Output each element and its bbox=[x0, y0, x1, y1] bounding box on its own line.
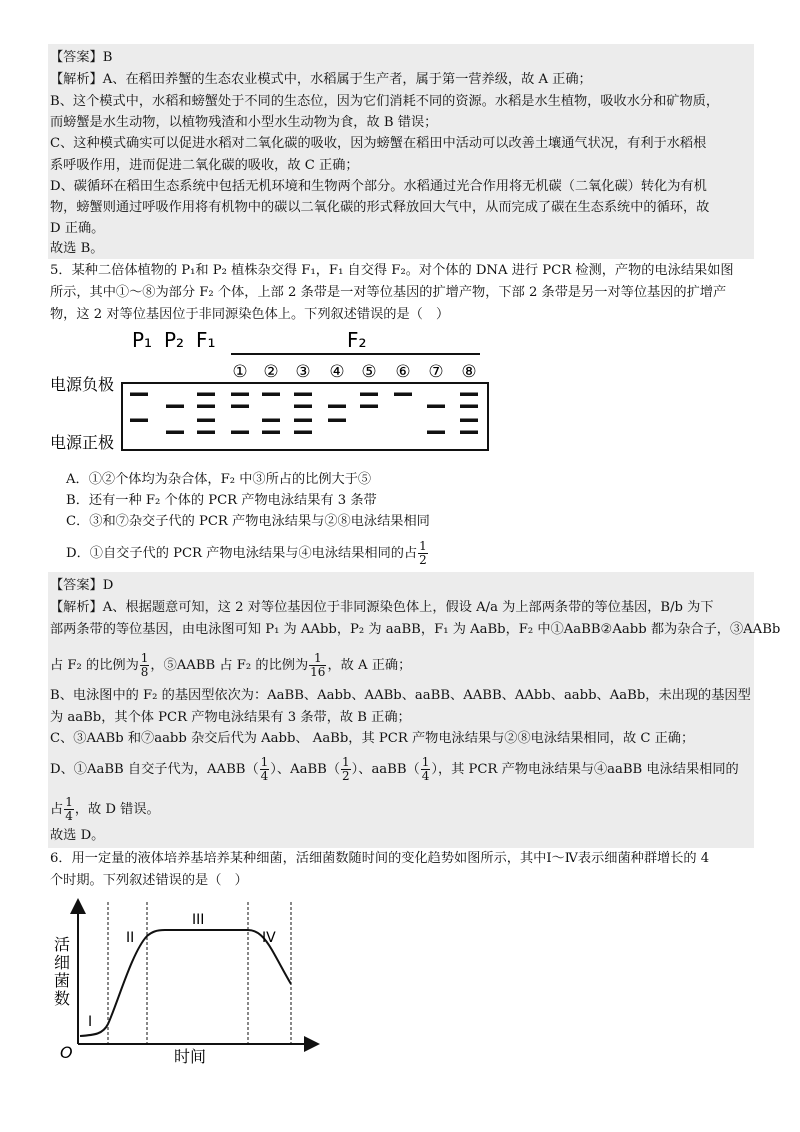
y-label-char: 活 bbox=[54, 935, 71, 954]
fraction: $\frac{1}{4}$ bbox=[65, 795, 73, 823]
f2-lane-number: ④ bbox=[329, 362, 345, 382]
explanation-line: 而螃蟹是水生动物，以植物残渣和小型水生动物为食，故 B 错误； bbox=[50, 115, 438, 130]
explanation-line: 系呼吸作用，进而促进二氧化碳的吸收，故 C 正确； bbox=[50, 158, 359, 173]
option-d: D．①自交子代的 PCR 产物电泳结果与④电泳结果相同的占 $\frac{1}{2}$ bbox=[66, 539, 427, 567]
option-b: B．还有一种 F₂ 个体的 PCR 产物电泳结果有 3 条带 bbox=[66, 493, 377, 508]
gel-band bbox=[231, 405, 249, 409]
gel-band bbox=[294, 419, 312, 423]
f2-lane-number: ① bbox=[232, 362, 248, 382]
question-5-stem: 5．某种二倍体植物的 P₁和 P₂ 植株杂交得 F₁，F₁ 自交得 F₂。对个体的 DNA 进行 PCR 检测，产物的电泳结果如图 bbox=[50, 263, 734, 278]
gel-band bbox=[231, 393, 249, 397]
gel-band bbox=[294, 405, 312, 409]
fraction: $\frac{1}{16}$ bbox=[310, 651, 326, 679]
electrophoresis-figure bbox=[0, 328, 800, 468]
lane-numbers bbox=[232, 362, 476, 382]
gel-band bbox=[360, 393, 378, 397]
gel-band bbox=[262, 431, 280, 435]
gel-band bbox=[294, 393, 312, 397]
explanation-line: 部两条带的等位基因，由电泳图可知 P₁ 为 AAbb，P₂ 为 aaBB，F₁ 为 AaBb，F₂ 中①AaBB②Aabb 都为杂合子，③AABb bbox=[50, 622, 781, 637]
explanation-line: C、这种模式确实可以促进水稻对二氧化碳的吸收，因为螃蟹在稻田中活动可以改善土壤通气状况，有利于水稻根 bbox=[50, 136, 707, 151]
lane-label: P₂ bbox=[164, 328, 185, 352]
gel-band bbox=[197, 405, 215, 409]
answer-line-2: 【答案】D bbox=[50, 578, 114, 593]
f2-lane-number: ⑧ bbox=[461, 362, 477, 382]
gel-band bbox=[460, 431, 478, 435]
question-6-stem: 个时期。下列叙述错误的是（ ） bbox=[50, 873, 248, 888]
gel-band bbox=[460, 419, 478, 423]
gel-band bbox=[427, 431, 445, 435]
fraction: $\frac{1}{8}$ bbox=[140, 651, 149, 679]
f2-lane-number: ⑦ bbox=[428, 362, 444, 382]
explanation-line: 为 aaBb，其个体 PCR 产物电泳结果有 3 条带，故 B 正确； bbox=[50, 710, 411, 725]
gel-band bbox=[427, 405, 445, 409]
explanation-line: 【解析】A、在稻田养蟹的生态农业模式中，水稻属于生产者，属于第一营养级，故 A 正确； bbox=[50, 72, 592, 87]
f2-label: F₂ bbox=[347, 328, 367, 352]
option-c: C．③和⑦杂交子代的 PCR 产物电泳结果与②⑧电泳结果相同 bbox=[66, 514, 430, 529]
growth-curve bbox=[80, 930, 291, 1036]
y-label-char: 数 bbox=[54, 989, 71, 1008]
lane-label: F₁ bbox=[196, 328, 216, 352]
explanation-line: 物，螃蟹则通过呼吸作用将有机物中的碳以二氧化碳的形式释放回大气中，从而完成了碳在生态系统中的循环，故 bbox=[50, 200, 710, 215]
fraction: $\frac{1}{4}$ bbox=[421, 755, 430, 783]
phase-label: III bbox=[192, 912, 205, 928]
answer-line-1: 【答案】B bbox=[50, 50, 113, 65]
y-label-char: 菌 bbox=[54, 971, 71, 990]
gel-band bbox=[328, 419, 346, 423]
positive-electrode-label: 电源正极 bbox=[50, 433, 115, 452]
gel-band bbox=[197, 419, 215, 423]
answer-choice-1: 故选 B。 bbox=[50, 241, 104, 256]
growth-curve-figure bbox=[0, 892, 800, 1072]
lane-label: P₁ bbox=[132, 328, 153, 352]
gel-band bbox=[166, 431, 184, 435]
answer-choice-2: 故选 D。 bbox=[50, 828, 105, 843]
x-axis-label: 时间 bbox=[174, 1047, 207, 1066]
fraction: $\frac{1}{4}$ bbox=[260, 755, 269, 783]
gel-band bbox=[231, 431, 249, 435]
f2-lane-number: ② bbox=[263, 362, 279, 382]
f2-lane-number: ⑥ bbox=[395, 362, 411, 382]
gel-band bbox=[130, 393, 148, 397]
gel-band bbox=[262, 419, 280, 423]
gel-band bbox=[130, 419, 148, 423]
gel-band bbox=[394, 393, 412, 397]
explanation-line: 占 F₂ 的比例为 $\frac{1}{8}$ ，⑤AABB 占 F₂ 的比例为 $\frac{1}{16}$ ，故 A 正确； bbox=[50, 651, 412, 679]
gel-band bbox=[294, 431, 312, 435]
origin-label: O bbox=[60, 1043, 73, 1062]
question-5-stem: 物，这 2 对等位基因位于非同源染色体上。下列叙述错误的是（ ） bbox=[50, 307, 450, 322]
explanation-line: B、电泳图中的 F₂ 的基因型依次为：AaBB、Aabb、AABb、aaBB、AABB、AAbb、aabb、AaBb，未出现的基因型 bbox=[50, 688, 751, 703]
gel-band bbox=[197, 431, 215, 435]
gel-band bbox=[328, 405, 346, 409]
gel-band bbox=[460, 405, 478, 409]
gel-band bbox=[360, 405, 378, 409]
gel-band bbox=[262, 393, 280, 397]
explanation-line: D、①AaBB 自交子代为，AABB（ $\frac{1}{4}$ ）、AaBB（ $\frac{1}{2}$ ）、aaBB（ $\frac{1}{4}$ ），其 PCR 产物电泳结果与④aaBB 电泳结果相同的 bbox=[50, 755, 739, 783]
fraction: $\frac{1}{2}$ bbox=[342, 755, 350, 783]
negative-electrode-label: 电源负极 bbox=[50, 375, 115, 394]
explanation-line: 【解析】A、根据题意可知，这 2 对等位基因位于非同源染色体上，假设 A/a 为上部两条带的等位基因，B/b 为下 bbox=[50, 600, 714, 615]
question-5-stem: 所示，其中①～⑧为部分 F₂ 个体，上部 2 条带是一对等位基因的扩增产物，下部 2 条带是另一对等位基因的扩增产 bbox=[50, 285, 727, 300]
explanation-line: B、这个模式中，水稻和螃蟹处于不同的生态位，因为它们消耗不同的资源。水稻是水生植物，吸收水分和矿物质， bbox=[50, 94, 720, 109]
explanation-line: C、③AABb 和⑦aabb 杂交后代为 Aabb、 AaBb，其 PCR 产物电泳结果与②⑧电泳结果相同，故 C 正确； bbox=[50, 731, 695, 746]
explanation-line: D 正确。 bbox=[50, 221, 105, 236]
phase-label: II bbox=[126, 930, 135, 946]
phase-label: I bbox=[88, 1014, 93, 1030]
option-a: A．①②个体均为杂合体，F₂ 中③所占的比例大于⑤ bbox=[66, 472, 372, 487]
explanation-line: 占 $\frac{1}{4}$ ，故 D 错误。 bbox=[50, 795, 160, 823]
f2-lane-number: ③ bbox=[295, 362, 311, 382]
phase-label: IV bbox=[262, 930, 276, 946]
fraction: $\frac{1}{2}$ bbox=[419, 539, 427, 567]
f2-lane-number: ⑤ bbox=[361, 362, 377, 382]
gel-band bbox=[460, 393, 478, 397]
gel-band bbox=[166, 405, 184, 409]
gel-band bbox=[197, 393, 215, 397]
gel-bands bbox=[130, 393, 478, 435]
y-label-char: 细 bbox=[54, 953, 71, 972]
explanation-line: D、碳循环在稻田生态系统中包括无机环境和生物两个部分。水稻通过光合作用将无机碳（二氧化碳）转化为有机 bbox=[50, 179, 707, 194]
question-6-stem: 6．用一定量的液体培养基培养某种细菌，活细菌数随时间的变化趋势如图所示，其中Ⅰ～Ⅳ表示细菌种群增长的 4 bbox=[50, 851, 710, 866]
